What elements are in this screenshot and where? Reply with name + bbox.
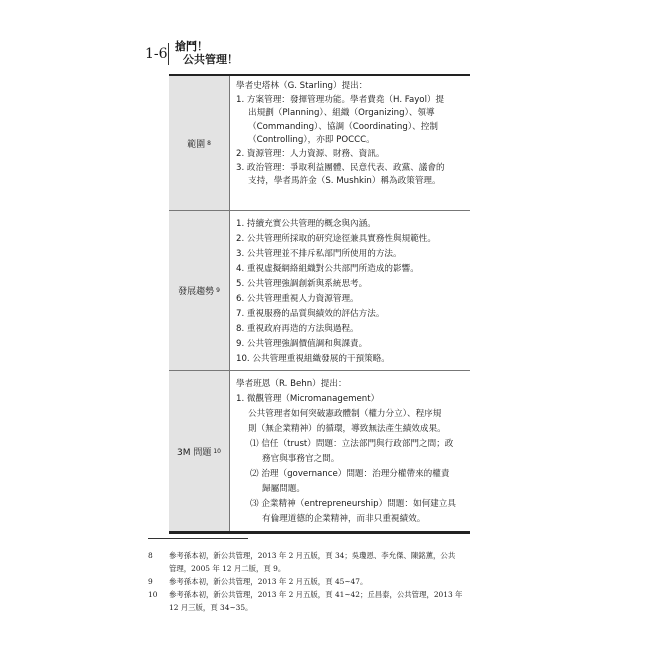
row-label-text: 發展趨勢 — [178, 287, 215, 297]
footnote-9 — [148, 575, 462, 588]
book-title-line2: 公共管理！ — [183, 53, 238, 66]
content-line: 公共管理者如何突破憲政體制（權力分立）、程序規 — [248, 409, 442, 419]
row-content-3m — [230, 371, 470, 531]
content-line: ⑵ 治理（governance）問題：治理分權帶來的權責 — [250, 469, 450, 479]
content-line: 5. 公共管理強調創新與系統思考。 — [236, 279, 368, 289]
footnote-ref: 9 — [216, 287, 220, 294]
content-line: 1. 方案管理：發揮管理功能。學者費堯（H. Fayol）提 — [236, 94, 445, 105]
content-line: （Controlling），亦即 POCCC。 — [248, 135, 375, 146]
header-divider — [168, 43, 169, 65]
footnote-10-cont — [148, 601, 462, 614]
footnote-divider — [148, 538, 248, 539]
row-label-scope — [169, 76, 230, 210]
footnote-number: 9 — [148, 577, 153, 586]
table-row-scope — [169, 76, 470, 210]
content-line: 8. 重視政府再造的方法與過程。 — [236, 324, 359, 334]
row-label-text: 範圍 — [187, 139, 206, 150]
footnote-number: 10 — [148, 590, 158, 599]
footnote-10 — [148, 588, 462, 601]
content-line: （Commanding）、協調（Coordinating）、控制 — [248, 121, 438, 132]
book-title — [175, 40, 238, 66]
content-line: 有倫理道德的企業精神，而非只重視績效。 — [262, 514, 426, 524]
content-line: 出規劃（Planning）、組織（Organizing）、領導 — [248, 108, 435, 119]
row-content-trends — [230, 211, 470, 370]
content-line: 則（無企業精神）的循環，導致無法產生績效成果。 — [248, 424, 446, 434]
footnote-8-cont — [148, 562, 462, 575]
content-line: 學者史塔林（G. Starling）提出： — [236, 81, 368, 91]
content-line: 10. 公共管理重視組織發展的干預策略。 — [236, 354, 390, 364]
footnote-8 — [148, 549, 462, 562]
content-line: 歸屬問題。 — [262, 484, 305, 494]
content-line: 學者班恩（R. Behn）提出： — [236, 379, 347, 389]
footnote-text: 參考孫本初，新公共管理，2013 年 2 月五版，頁 45~47。 — [169, 577, 368, 586]
content-line: 2. 公共管理所採取的研究途徑兼具實務性與規範性。 — [236, 234, 436, 244]
content-line: 6. 公共管理重視人力資源管理。 — [236, 294, 359, 304]
content-line: 務官與事務官之間。 — [262, 454, 340, 464]
content-line: 9. 公共管理強調價值調和與課責。 — [236, 339, 368, 349]
content-table — [169, 74, 470, 534]
footnote-number: 8 — [148, 551, 153, 560]
content-line: ⑶ 企業精神（entrepreneurship）問題：如何建立具 — [250, 499, 456, 509]
footnote-ref: 8 — [207, 139, 211, 147]
book-title-line1: 搶鬥！ — [175, 40, 208, 53]
content-line: 3. 政治管理：爭取利益團體、民意代表、政黨、議會的 — [236, 162, 445, 173]
content-line: 2. 資源管理：人力資源、財務、資訊。 — [236, 148, 385, 159]
footnote-ref: 10 — [213, 447, 221, 455]
row-label-text: 3M 問題 — [177, 447, 212, 458]
content-line: 支持，學者馬許金（S. Mushkin）稱為政策管理。 — [248, 176, 441, 187]
footnote-text: 管理，2005 年 12 月二版，頁 9。 — [169, 564, 286, 573]
table-row-3m — [169, 370, 470, 533]
page-number: 1-6 — [145, 46, 168, 62]
content-line: 1. 微觀管理（Micromanagement） — [236, 394, 380, 404]
content-line: 7. 重視服務的品質與績效的評估方法。 — [236, 309, 385, 319]
content-line: 1. 持續充實公共管理的概念與內涵。 — [236, 219, 376, 229]
row-content-scope — [230, 76, 470, 210]
row-label-trends — [169, 211, 230, 370]
content-line: 4. 重視虛擬網絡組織對公共部門所造成的影響。 — [236, 264, 419, 274]
footnote-text: 12 月三版，頁 34~35。 — [169, 603, 253, 612]
footnote-text: 參考孫本初，新公共管理，2013 年 2 月五版，頁 41~42；丘昌泰，公共管理，2013 年 — [169, 590, 463, 599]
row-label-3m — [169, 371, 230, 531]
content-line: ⑴ 信任（trust）問題：立法部門與行政部門之間；政 — [250, 439, 454, 449]
footnotes — [148, 549, 462, 614]
table-row-trends — [169, 210, 470, 370]
footnote-text: 參考孫本初，新公共管理，2013 年 2 月五版，頁 34；吳瓊恩、李允傑、陳銘薰，公共 — [169, 551, 456, 560]
content-line: 3. 公共管理並不排斥私部門所使用的方法。 — [236, 249, 402, 259]
